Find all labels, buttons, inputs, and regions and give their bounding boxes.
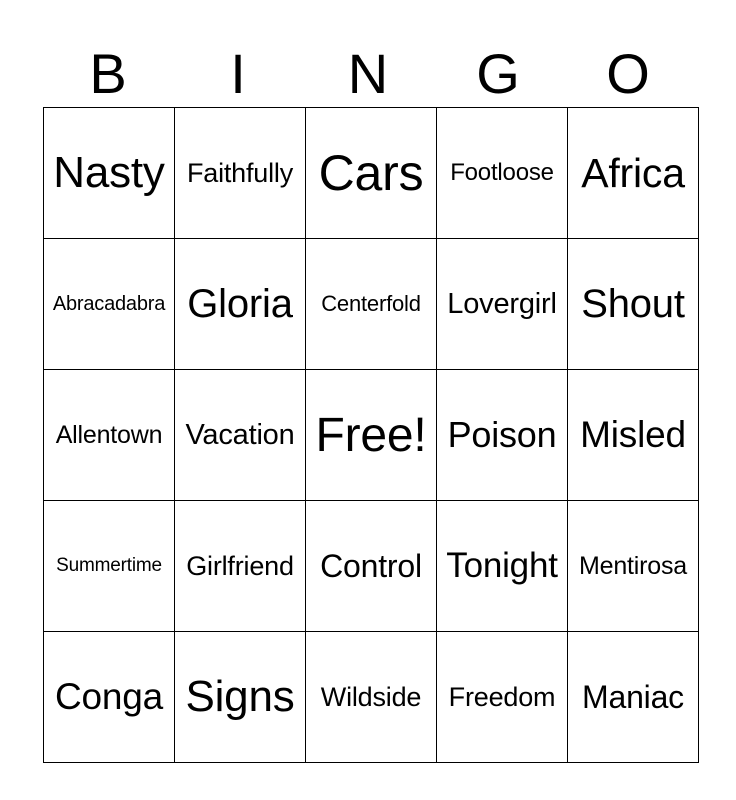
bingo-cell: Summertime: [44, 501, 175, 632]
header-letter-i: I: [230, 42, 246, 105]
bingo-cell: Nasty: [44, 108, 175, 239]
bingo-cell: Conga: [44, 632, 175, 763]
bingo-cell: Mentirosa: [568, 501, 699, 632]
bingo-cell: Footloose: [437, 108, 568, 239]
grid-row: [44, 632, 699, 763]
bingo-cell: Control: [306, 501, 437, 632]
bingo-cell: Shout: [568, 239, 699, 370]
bingo-cell: Tonight: [437, 501, 568, 632]
bingo-cell: Faithfully: [175, 108, 306, 239]
free-space-cell: Free!: [306, 370, 437, 501]
bingo-cell: Misled: [568, 370, 699, 501]
bingo-cell: Wildside: [306, 632, 437, 763]
bingo-cell: Maniac: [568, 632, 699, 763]
bingo-cell: Gloria: [175, 239, 306, 370]
bingo-cell: Allentown: [44, 370, 175, 501]
bingo-cell: Signs: [175, 632, 306, 763]
grid-row: [44, 501, 699, 632]
header-letter-o: O: [606, 42, 650, 105]
bingo-cell: Poison: [437, 370, 568, 501]
header-letter-g: G: [476, 42, 520, 105]
grid-row: [44, 108, 699, 239]
bingo-cell: Freedom: [437, 632, 568, 763]
grid-row: [44, 370, 699, 501]
bingo-cell: Abracadabra: [44, 239, 175, 370]
bingo-cell: Centerfold: [306, 239, 437, 370]
grid-row: [44, 239, 699, 370]
header-letter-n: N: [347, 42, 389, 105]
bingo-cell: Africa: [568, 108, 699, 239]
bingo-cell: Girlfriend: [175, 501, 306, 632]
bingo-header: [43, 40, 693, 108]
bingo-card-grid: [43, 107, 699, 763]
bingo-cell: Vacation: [175, 370, 306, 501]
header-letter-b: B: [89, 42, 127, 105]
bingo-cell: Cars: [306, 108, 437, 239]
bingo-cell: Lovergirl: [437, 239, 568, 370]
